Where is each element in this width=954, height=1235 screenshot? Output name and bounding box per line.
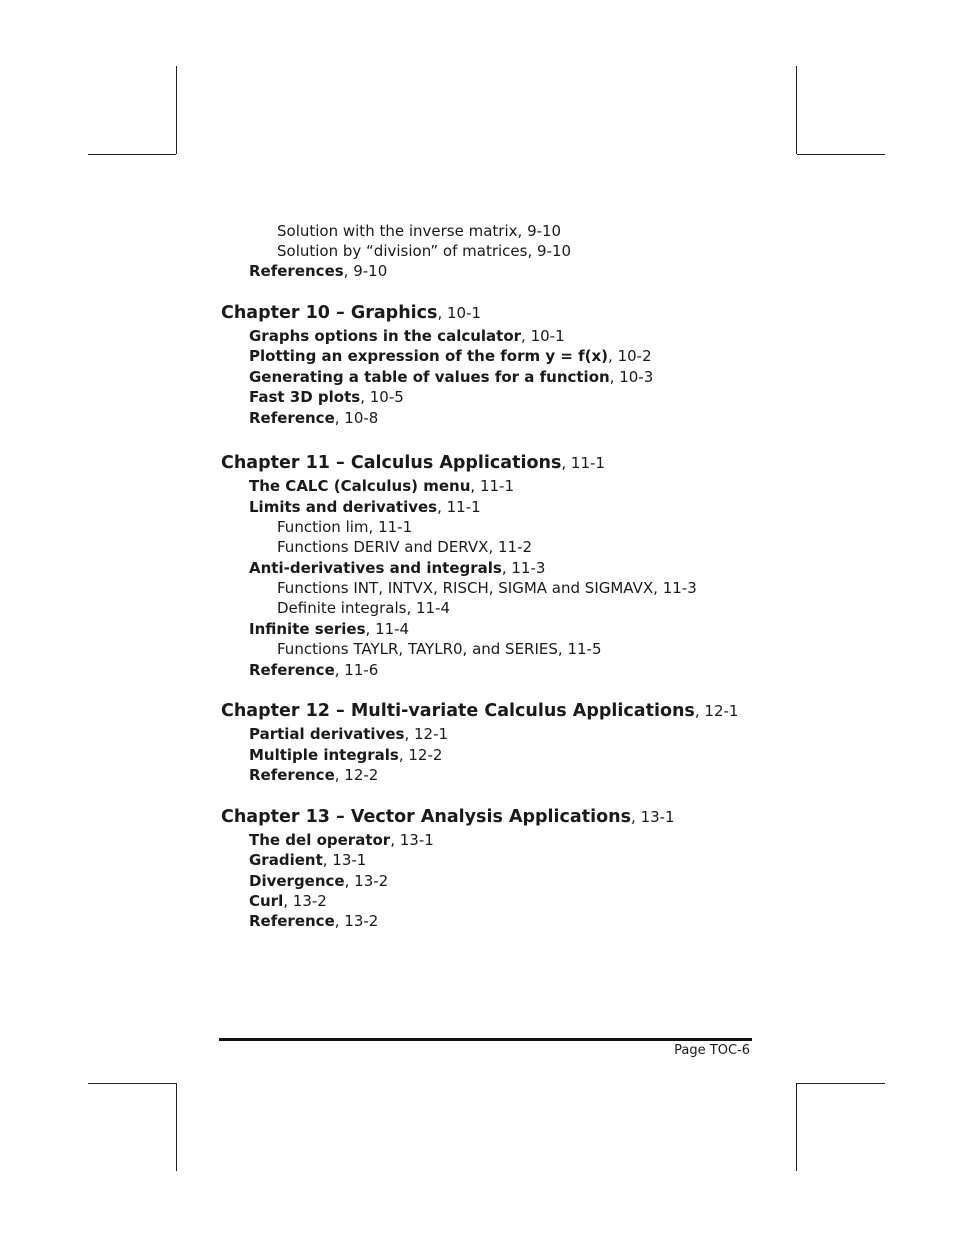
chapter-heading: Chapter 10 – Graphics, 10-1	[221, 303, 482, 323]
toc-entry: Divergence, 13-2	[249, 872, 389, 890]
toc-entry: Limits and derivatives, 11-1	[249, 498, 481, 516]
toc-entry: The CALC (Calculus) menu, 11-1	[249, 477, 514, 495]
toc-entry: Partial derivatives, 12-1	[249, 725, 449, 743]
toc-entry: Reference, 11-6	[249, 661, 379, 679]
toc-entry: Functions TAYLR, TAYLR0, and SERIES, 11-5	[277, 640, 602, 658]
toc-entry: The del operator, 13-1	[249, 831, 434, 849]
toc-entry: Functions DERIV and DERVX, 11-2	[277, 538, 533, 556]
crop-mark-bottom-left-v	[176, 1083, 177, 1171]
toc-entry: Multiple integrals, 12-2	[249, 746, 443, 764]
crop-mark-top-left-v	[176, 66, 177, 154]
toc-entry: Solution with the inverse matrix, 9-10	[277, 222, 562, 240]
crop-mark-top-right-h	[797, 154, 885, 155]
crop-mark-bottom-left-h	[88, 1083, 176, 1084]
toc-entry: Definite integrals, 11-4	[277, 599, 451, 617]
toc-entry: Functions INT, INTVX, RISCH, SIGMA and SIGMAVX, 11-3	[277, 579, 697, 597]
toc-entry: Plotting an expression of the form y = f(x), 10-2	[249, 347, 652, 365]
toc-entry: Graphs options in the calculator, 10-1	[249, 327, 565, 345]
toc-entry: Generating a table of values for a function, 10-3	[249, 368, 654, 386]
toc-entry: Reference, 13-2	[249, 912, 379, 930]
toc-entry: Reference, 12-2	[249, 766, 379, 784]
toc-entry: Curl, 13-2	[249, 892, 327, 910]
crop-mark-top-left-h	[88, 154, 176, 155]
page-number: Page TOC-6	[674, 1043, 750, 1058]
toc-entry: Reference, 10-8	[249, 409, 379, 427]
toc-entry: Function lim, 11-1	[277, 518, 413, 536]
crop-mark-top-right-v	[796, 66, 797, 154]
chapter-heading: Chapter 12 – Multi-variate Calculus Applications, 12-1	[221, 701, 739, 721]
chapter-heading: Chapter 11 – Calculus Applications, 11-1	[221, 453, 605, 473]
chapter-heading: Chapter 13 – Vector Analysis Applications, 13-1	[221, 807, 675, 827]
crop-mark-bottom-right-v	[796, 1083, 797, 1171]
toc-entry: References, 9-10	[249, 262, 388, 280]
toc-entry: Solution by “division” of matrices, 9-10	[277, 242, 572, 260]
toc-entry: Infinite series, 11-4	[249, 620, 410, 638]
footer-rule	[219, 1038, 752, 1041]
toc-entry: Fast 3D plots, 10-5	[249, 388, 404, 406]
crop-mark-bottom-right-h	[797, 1083, 885, 1084]
toc-entry: Gradient, 13-1	[249, 851, 367, 869]
toc-entry: Anti-derivatives and integrals, 11-3	[249, 559, 546, 577]
